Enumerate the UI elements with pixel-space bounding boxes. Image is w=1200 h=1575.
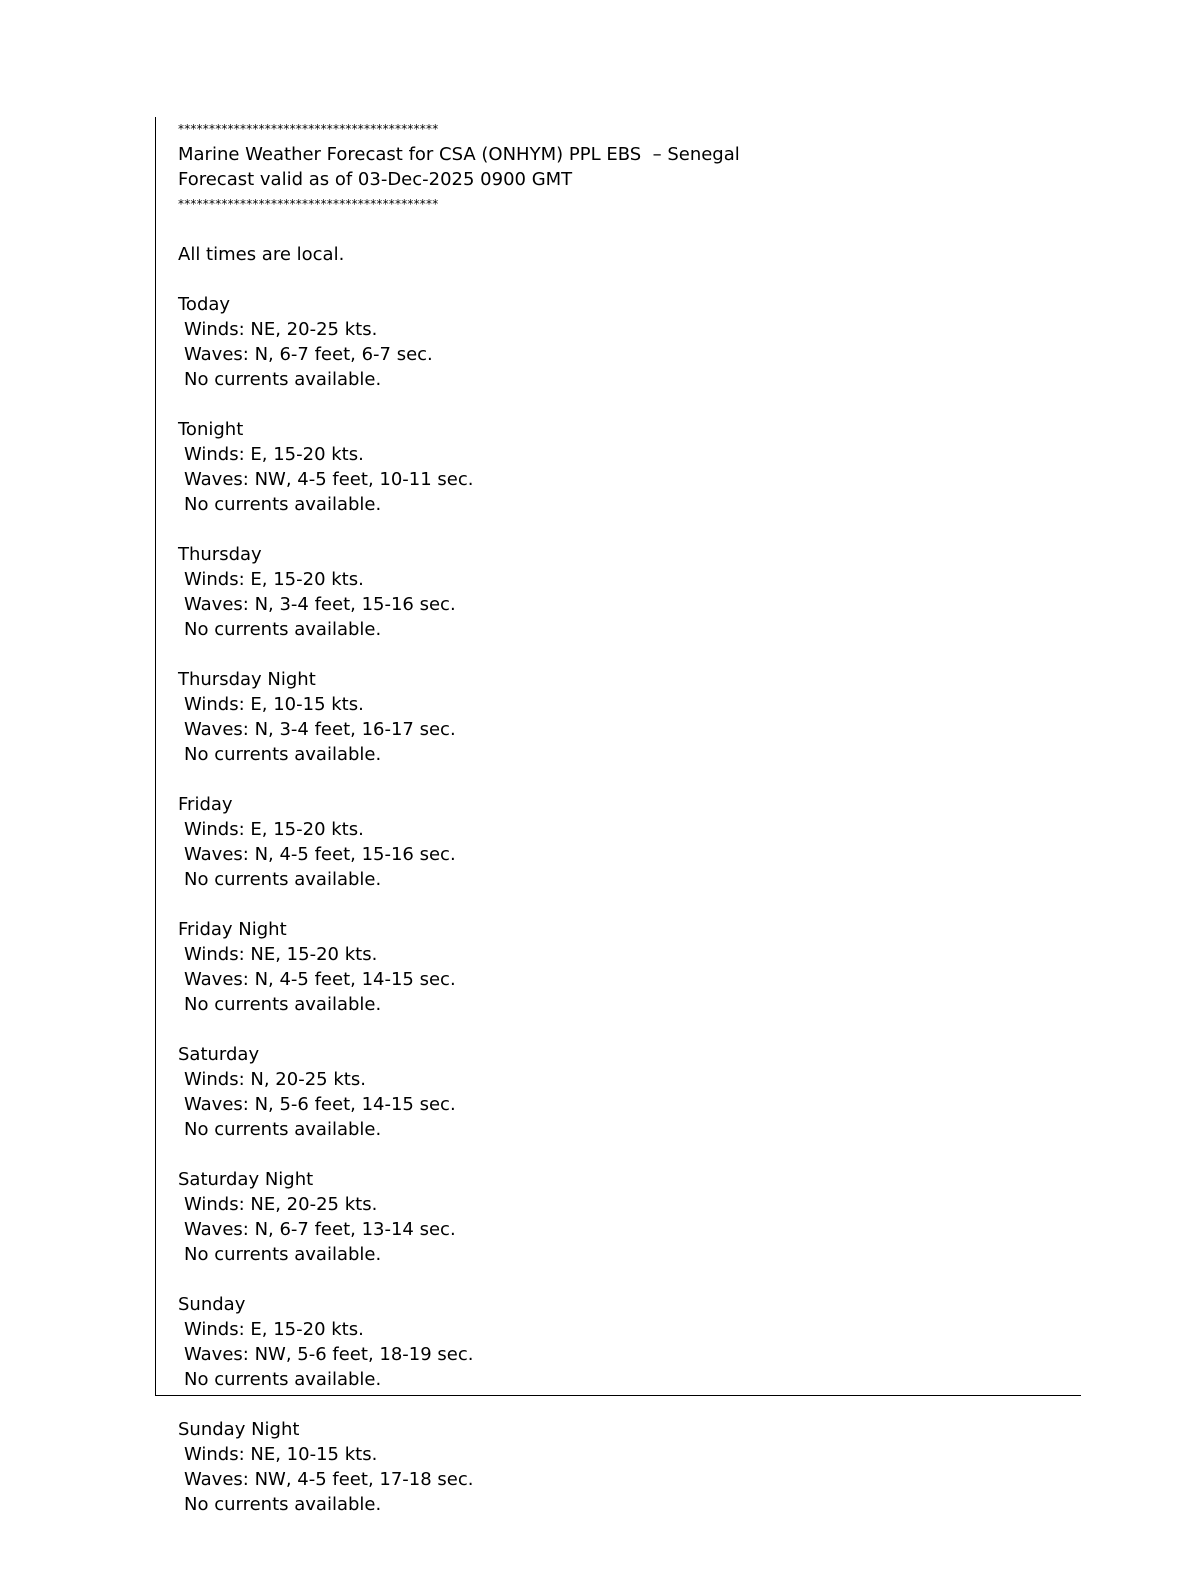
header-stars-top: ****************************************** [178,122,439,136]
period-currents: No currents available. [184,369,382,390]
period-winds: Winds: E, 15-20 kts. [184,444,364,465]
period-waves: Waves: NW, 5-6 feet, 18-19 sec. [184,1344,474,1365]
period-block [178,917,1058,1017]
period-winds: Winds: NE, 20-25 kts. [184,1194,378,1215]
period-waves: Waves: N, 3-4 feet, 16-17 sec. [184,719,456,740]
period-winds: Winds: NE, 15-20 kts. [184,944,378,965]
period-winds: Winds: E, 15-20 kts. [184,569,364,590]
period-waves: Waves: NW, 4-5 feet, 10-11 sec. [184,469,474,490]
period-waves: Waves: N, 3-4 feet, 15-16 sec. [184,594,456,615]
period-name: Thursday Night [178,669,316,690]
period-currents: No currents available. [184,1119,382,1140]
period-block [178,1167,1058,1267]
period-block [178,1417,1058,1517]
period-waves: Waves: N, 5-6 feet, 14-15 sec. [184,1094,456,1115]
period-currents: No currents available. [184,494,382,515]
period-waves: Waves: N, 6-7 feet, 13-14 sec. [184,1219,456,1240]
period-name: Sunday Night [178,1419,300,1440]
forecast-valid-time: Forecast valid as of 03-Dec-2025 0900 GMT [178,169,573,190]
period-name: Saturday [178,1044,260,1065]
period-name: Sunday [178,1294,246,1315]
period-winds: Winds: NE, 10-15 kts. [184,1444,378,1465]
period-winds: Winds: N, 20-25 kts. [184,1069,366,1090]
forecast-title: Marine Weather Forecast for CSA (ONHYM) PPL EBS – Senegal [178,144,740,165]
period-winds: Winds: E, 15-20 kts. [184,819,364,840]
period-block [178,292,1058,392]
period-name: Saturday Night [178,1169,314,1190]
time-note: All times are local. [178,244,345,265]
period-winds: Winds: E, 15-20 kts. [184,1319,364,1340]
period-currents: No currents available. [184,744,382,765]
period-currents: No currents available. [184,1494,382,1515]
period-name: Friday [178,794,233,815]
period-name: Tonight [178,419,244,440]
period-waves: Waves: N, 4-5 feet, 14-15 sec. [184,969,456,990]
forecast-document [178,117,1058,1517]
period-block [178,542,1058,642]
period-block [178,1042,1058,1142]
period-waves: Waves: N, 4-5 feet, 15-16 sec. [184,844,456,865]
period-currents: No currents available. [184,619,382,640]
period-block [178,667,1058,767]
period-name: Today [178,294,231,315]
period-block [178,792,1058,892]
period-currents: No currents available. [184,1244,382,1265]
period-block [178,417,1058,517]
period-currents: No currents available. [184,1369,382,1390]
period-currents: No currents available. [184,994,382,1015]
period-name: Thursday [178,544,262,565]
frame-left-border [155,117,156,1396]
period-winds: Winds: E, 10-15 kts. [184,694,364,715]
period-winds: Winds: NE, 20-25 kts. [184,319,378,340]
period-currents: No currents available. [184,869,382,890]
period-block [178,1292,1058,1392]
period-waves: Waves: NW, 4-5 feet, 17-18 sec. [184,1469,474,1490]
period-name: Friday Night [178,919,287,940]
period-waves: Waves: N, 6-7 feet, 6-7 sec. [184,344,433,365]
header-stars-bottom: ****************************************** [178,197,439,211]
